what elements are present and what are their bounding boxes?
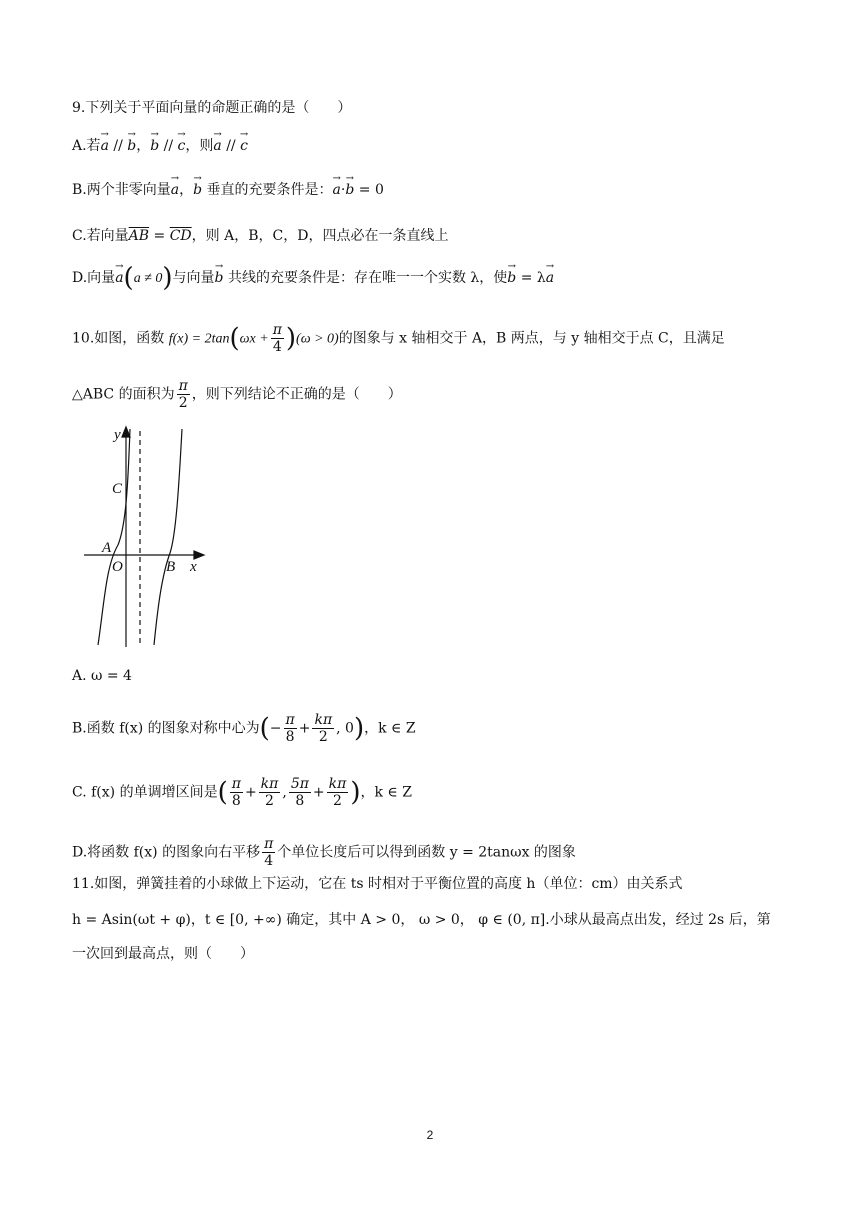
q11-line-2: h = Asin(ωt + φ)，t ∈ [0, +∞) 确定，其中 A > 0， ω > 0， φ ∈ (0, π].小球从最高点出发，经过 2s 后，第: [72, 912, 771, 928]
q10-fraction-pi-2: [177, 378, 190, 411]
fraction-numerator: kπ: [328, 776, 347, 792]
q10-option-c: C. f(x) 的单调增区间是( $\frac{\pi}{8}$ + $\frac{k\pi}{2}$ , $\frac{5\pi}{8}$ + $\frac{k\pi}{2}$ )，k ∈ Z: [72, 776, 412, 809]
q9-d-middle-2: 共线的充要条件是：存在唯一一个实数 λ，使: [227, 270, 508, 286]
q9-a-parallel-1: //: [108, 138, 128, 154]
vector-c: → c: [178, 136, 186, 156]
q10-function-arg: ωx +: [239, 331, 269, 347]
q9-a-parallel-3: //: [221, 138, 241, 154]
vector-b: → b: [345, 180, 354, 200]
q10-c-post: ，k ∈ Z: [360, 784, 412, 801]
vector-cd: $\overline{CD}$: [169, 228, 192, 244]
fraction-numerator: kπ: [260, 776, 279, 792]
q10-stem-post: 的图象与 x 轴相交于 A，B 两点，与 y 轴相交于点 C，且满足: [338, 330, 725, 347]
fraction-denominator: 4: [272, 339, 282, 355]
q9-a-sep-1: ，: [136, 138, 151, 154]
vector-b: → b: [150, 136, 159, 156]
vector-a: → a: [101, 136, 109, 156]
q9-a-parallel-2: //: [159, 138, 178, 154]
q10-function-lhs: f(x) = 2tan: [168, 331, 230, 347]
q11-line-3: 一次回到最高点，则（ ）: [72, 946, 254, 962]
q9-c-post: ，则 A，B，C，D，四点必在一条直线上: [191, 228, 449, 244]
fraction: [259, 776, 281, 809]
q9-b-middle: 垂直的充要条件是：: [206, 182, 333, 198]
q10-option-d: [72, 836, 576, 869]
x-axis-arrow: [194, 551, 204, 559]
tangent-branch-right: [154, 429, 182, 645]
q10-omega-condition: (ω > 0): [296, 331, 339, 347]
fraction-denominator: 8: [285, 729, 295, 745]
fraction-numerator: π: [231, 776, 241, 792]
fraction: [289, 776, 311, 809]
vector-b: → b: [127, 136, 136, 156]
fraction-numerator: π: [285, 712, 295, 728]
plus-sign: +: [244, 784, 257, 801]
fraction-numerator: π: [264, 836, 274, 852]
q10-stem: 10.如图，函数 f(x) = 2tan(ωx + $\frac{\pi}{4}$ )(ω > 0)的图象与 x 轴相交于 A，B 两点，与 y 轴相交于点 C，且满足: [72, 322, 725, 355]
q9-a-sep-2: ，则: [185, 138, 214, 154]
q10-option-b: B.函数 f(x) 的图象对称中心为(− $\frac{\pi}{8}$ + $\frac{k\pi}{2}$ , 0)，k ∈ Z: [72, 712, 416, 745]
comma: ,: [282, 784, 287, 801]
q9-b-equals: = 0: [354, 182, 384, 198]
fraction-denominator: 8: [295, 793, 305, 809]
y-axis-arrow: [122, 427, 130, 437]
q10-stem-line-2: [72, 378, 402, 411]
q9-d-condition: a ≠ 0: [133, 271, 163, 286]
fraction: [284, 712, 297, 745]
q9-d-prefix: D.向量: [72, 270, 116, 286]
vector-b: → b: [215, 268, 224, 288]
fraction-numerator: π: [272, 322, 282, 338]
q10-stem-prefix: 10.如图，函数: [72, 330, 169, 347]
vector-a: → a: [213, 136, 221, 156]
q10-b-prefix: B.函数 f(x) 的图象对称中心为: [72, 720, 260, 737]
vector-c: → c: [240, 136, 248, 156]
q9-d-equals: = λ: [516, 270, 546, 286]
plus-sign: +: [298, 720, 311, 737]
fraction: [327, 776, 349, 809]
vector-a: → a: [115, 268, 123, 288]
fraction: [230, 776, 243, 809]
vector-a: → a: [171, 180, 179, 200]
q11-line-1: 11.如图，弹簧挂着的小球做上下运动，它在 ts 时相对于平衡位置的高度 h（单位：cm）由关系式: [72, 876, 683, 892]
q9-option-b: [72, 180, 384, 200]
q9-option-c: [72, 226, 448, 246]
label-o: O: [112, 559, 123, 575]
label-b: B: [166, 559, 176, 575]
fraction-denominator: 2: [178, 395, 188, 411]
q9-b-sep: ，: [179, 182, 194, 198]
minus-sign: −: [269, 720, 282, 737]
label-a: A: [102, 540, 112, 556]
fraction: [262, 836, 275, 869]
q10-fraction-pi-4: [271, 322, 284, 355]
fraction-denominator: 8: [231, 793, 241, 809]
label-y: y: [114, 427, 121, 443]
fraction-denominator: 2: [318, 729, 328, 745]
page-number: 2: [426, 1128, 434, 1142]
q9-option-d: D.向量→ a(a ≠ 0)与向量→ b 共线的充要条件是：存在唯一一个实数 λ，使→ b = λ→ a: [72, 268, 554, 289]
q9-a-prefix: A.若: [72, 138, 101, 154]
vector-b: → b: [193, 180, 202, 200]
q9-d-middle: 与向量: [172, 270, 215, 286]
q10-d-post: 个单位长度后可以得到函数 y = 2tanωx 的图象: [277, 844, 576, 861]
q10-b-post: ，k ∈ Z: [364, 720, 416, 737]
zero-term: , 0: [336, 720, 354, 737]
q9-c-prefix: C.若向量: [72, 228, 129, 244]
fraction-denominator: 2: [333, 793, 342, 809]
fraction-numerator: π: [178, 378, 188, 394]
q9-option-a: [72, 136, 248, 156]
vector-b: → b: [507, 268, 516, 288]
q10-option-a: A. ω = 4: [72, 668, 132, 684]
fraction-numerator: 5π: [290, 776, 309, 792]
q9-c-equals: =: [149, 228, 170, 244]
tangent-graph-figure: [84, 425, 214, 650]
q10-d-prefix: D.将函数 f(x) 的图象向右平移: [72, 844, 261, 861]
fraction: [312, 712, 334, 745]
q10-area-post: ，则下列结论不正确的是（ ）: [191, 386, 402, 403]
q9-b-dot: ·: [340, 182, 346, 198]
q9-b-prefix: B.两个非零向量: [72, 182, 171, 198]
fraction-denominator: 4: [264, 853, 274, 869]
vector-ab: $\overline{AB}$: [128, 228, 150, 244]
q9-stem: 9.下列关于平面向量的命题正确的是（ ）: [72, 100, 352, 116]
fraction-denominator: 2: [265, 793, 274, 809]
tangent-branch-left: [98, 429, 130, 645]
fraction-numerator: kπ: [314, 712, 333, 728]
q10-c-prefix: C. f(x) 的单调增区间是: [72, 784, 218, 801]
vector-a: → a: [546, 268, 554, 288]
label-x: x: [190, 559, 197, 575]
vector-a: → a: [333, 180, 341, 200]
q10-area-prefix: △ABC 的面积为: [72, 386, 175, 403]
label-c: C: [112, 481, 123, 497]
plus-sign: +: [312, 784, 325, 801]
